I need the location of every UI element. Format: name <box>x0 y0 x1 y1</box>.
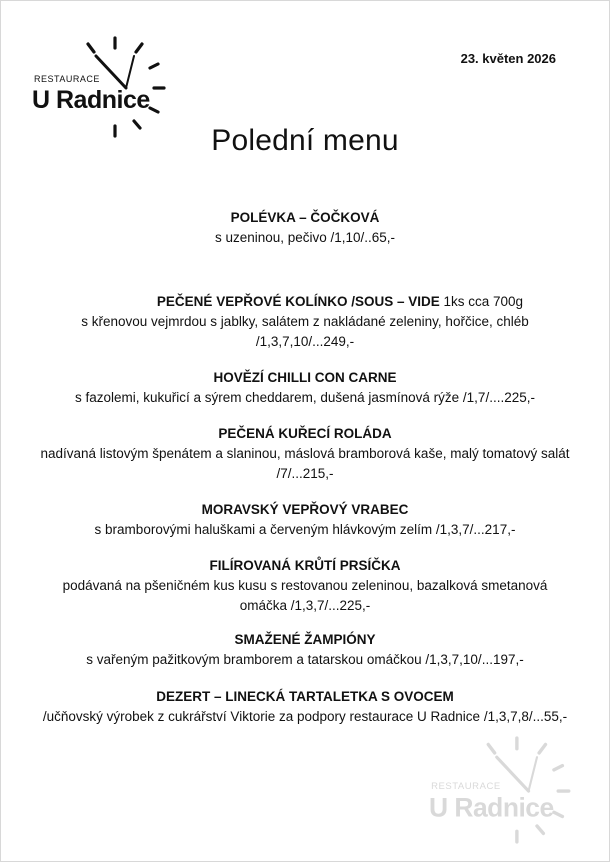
menu-item-chilli <box>40 368 570 408</box>
menu-item-desc: /učňovský výrobek z cukrářství Viktorie za podpory restaurace U Radnice /1,3,7,8/...55,- <box>42 709 568 724</box>
menu-item-name: HOVĚZÍ CHILLI CON CARNE <box>213 370 397 385</box>
menu-item-name: PEČENÁ KUŘECÍ ROLÁDA <box>218 426 392 441</box>
menu-item-desc: s křenovou vejmrdou s jablky, salátem z nakládané zeleniny, hořčice, chléb /1,3,7,10/...249,- <box>81 314 529 349</box>
logo-small-text: RESTAURACE <box>34 74 100 84</box>
menu-item-fried-mushrooms <box>40 630 570 670</box>
page-title: Polední menu <box>211 124 399 157</box>
menu-item-name: PEČENÉ VEPŘOVÉ KOLÍNKO /SOUS – VIDE <box>156 294 440 309</box>
menu-item-desc: s vařeným pažitkovým bramborem a tatarskou omáčkou /1,3,7,10/...197,- <box>86 652 524 667</box>
menu-item-name: DEZERT – LINECKÁ TARTALETKA S OVOCEM <box>156 689 454 704</box>
menu-item-pork-knuckle <box>40 292 570 352</box>
menu-item-desc: s uzeninou, pečivo /1,10/..65,- <box>214 230 396 245</box>
restaurant-logo <box>30 36 170 138</box>
watermark-small-text: RESTAURACE <box>431 780 501 792</box>
menu-item-moravian-pork <box>40 500 570 540</box>
logo-brand-text: U Radnice <box>32 86 150 114</box>
menu-item-head <box>40 292 570 312</box>
menu-item-dessert <box>40 687 570 727</box>
menu-item-name: MORAVSKÝ VEPŘOVÝ VRABEC <box>201 502 409 517</box>
menu-item-desc: s fazolemi, kukuřicí a sýrem cheddarem, dušená jasmínová rýže /1,7/....225,- <box>75 390 535 405</box>
menu-item-chicken-roulade <box>40 424 570 484</box>
menu-item-desc: nadívaná listovým špenátem a slaninou, máslová bramborová kaše, malý tomatový salát /7/...215,- <box>40 446 570 481</box>
watermark-logo <box>422 736 580 844</box>
menu-item-desc: s bramborovými haluškami a červeným hlávkovým zelím /1,3,7/...217,- <box>94 522 516 537</box>
watermark-brand-text: U Radnice <box>429 792 554 823</box>
menu-item-desc: podávaná na pšeničném kus kusu s restovanou zeleninou, bazalková smetanová omáčka /1,3,7/...225,- <box>62 578 548 613</box>
menu-date: 23. květen 2026 <box>460 51 556 66</box>
menu-item-name: POLÉVKA – ČOČKOVÁ <box>230 210 380 225</box>
menu-item-name: SMAŽENÉ ŽAMPIÓNY <box>234 632 376 647</box>
menu-item-portion: 1ks cca 700g <box>443 294 524 309</box>
menu-item-soup <box>40 208 570 248</box>
menu-item-name: FILÍROVANÁ KRŮTÍ PRSÍČKA <box>209 558 401 573</box>
menu-item-turkey-breast <box>40 556 570 616</box>
